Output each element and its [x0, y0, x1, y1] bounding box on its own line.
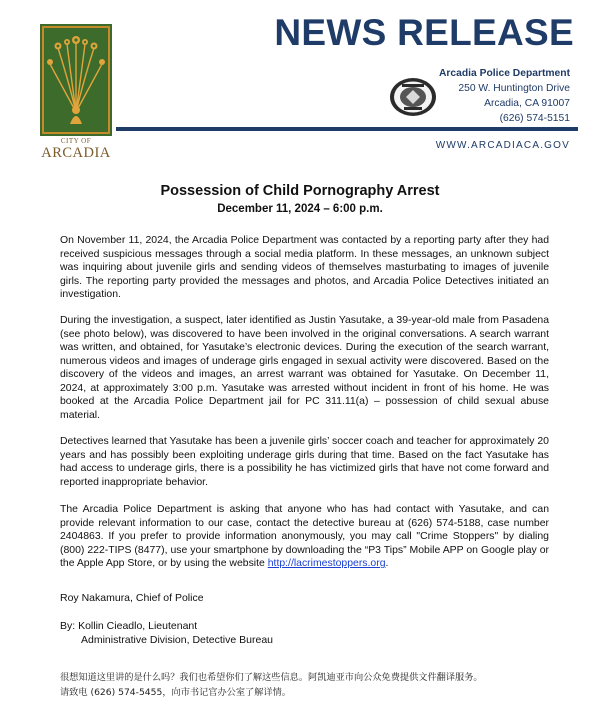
website-url: WWW.ARCADIACA.GOV: [435, 140, 570, 151]
department-name: Arcadia Police Department: [438, 68, 570, 79]
paragraph-request-info: [60, 503, 549, 571]
city-of-arcadia-logo: [40, 24, 112, 164]
police-badge-icon: [388, 76, 438, 118]
crime-stoppers-link[interactable]: http://lacrimestoppers.org: [267, 558, 386, 570]
logo-city-label: CITY OF: [60, 137, 92, 145]
link-suffix: .: [385, 558, 389, 570]
translation-notice: [60, 670, 565, 700]
author-unit: Administrative Division, Detective Bureau: [81, 633, 273, 646]
address-line-1: 250 W. Huntington Drive: [458, 83, 570, 94]
author-block: [60, 620, 273, 647]
peacock-emblem-icon: [40, 24, 112, 136]
paragraph-detectives: Detectives learned that Yasutake has been a juvenile girls’ soccer coach and teacher for approximately 20 years and has possibly been exploiting underage girls during that time. Based on the fact Yasutake has had access to underage girls, there is a possibility he has victimized girls that have not come forward and reported inappropriate behavior.: [60, 436, 549, 488]
signer-name: Roy Nakamura, Chief of Police: [60, 592, 204, 604]
translation-notice-line-1: 很想知道这里讲的是什么吗？我们也希望你们了解这些信息。阿凯迪亚市向公众免费提供文件翻译服务。: [60, 672, 483, 683]
author-line: By: Kollin Cieadlo, Lieutenant: [60, 620, 198, 632]
news-release-title: NEWS RELEASE: [274, 12, 574, 53]
address-line-2: Arcadia, CA 91007: [484, 98, 570, 109]
department-phone: (626) 574-5151: [499, 113, 570, 124]
logo-city-name: ARCADIA: [41, 145, 111, 161]
release-dateline: December 11, 2024 – 6:00 p.m.: [217, 203, 383, 215]
header-divider: [116, 127, 578, 131]
translation-notice-line-2: 请致电 (626) 574-5455，向市书记官办公室了解详情。: [60, 687, 291, 698]
request-info-text: The Arcadia Police Department is asking that anyone who has had contact with Yasutake, and can provide relevant information to our case, contact the detective bureau at (626) 574-5188, case number 2404863. If you prefer to provide information anonymously, you may call "Crime Stoppers" by dialing (800) 222-TIPS (8477), use your smartphone by downloading the “P3 Tips” Mobile APP on Google play or the Apple App Store, or by using the website: [60, 504, 549, 570]
release-headline: Possession of Child Pornography Arrest: [160, 183, 440, 199]
department-contact: [439, 66, 570, 126]
paragraph-investigation: During the investigation, a suspect, later identified as Justin Yasutake, a 39-year-old male from Pasadena (see photo below), was discovered to have been involved in the original conversations. A search warrant was written, and obtained, for Yasutake’s electronic devices. During the execution of the search warrant, numerous videos and images of underage girls engaged in sexual activity were discovered. Based on the discovery of the videos and images, an arrest warrant was obtained for Yasutake. On December 11, 2024, at approximately 3:00 p.m. Yasutake was arrested without incident in front of his home. He was booked at the Arcadia Police Department jail for PC 311.11(a) – possession of child sexual abuse material.: [60, 315, 549, 421]
paragraph-incident: On November 11, 2024, the Arcadia Police Department was contacted by a reporting party after they had received suspicious messages through a social media platform. In these messages, an unknown subject was inquiring about juvenile girls and sending videos of themselves masturbating to images of juvenile girls. The reporting party provided the messages and photos, and Arcadia Police Detectives initiated an investigation.: [60, 235, 549, 301]
